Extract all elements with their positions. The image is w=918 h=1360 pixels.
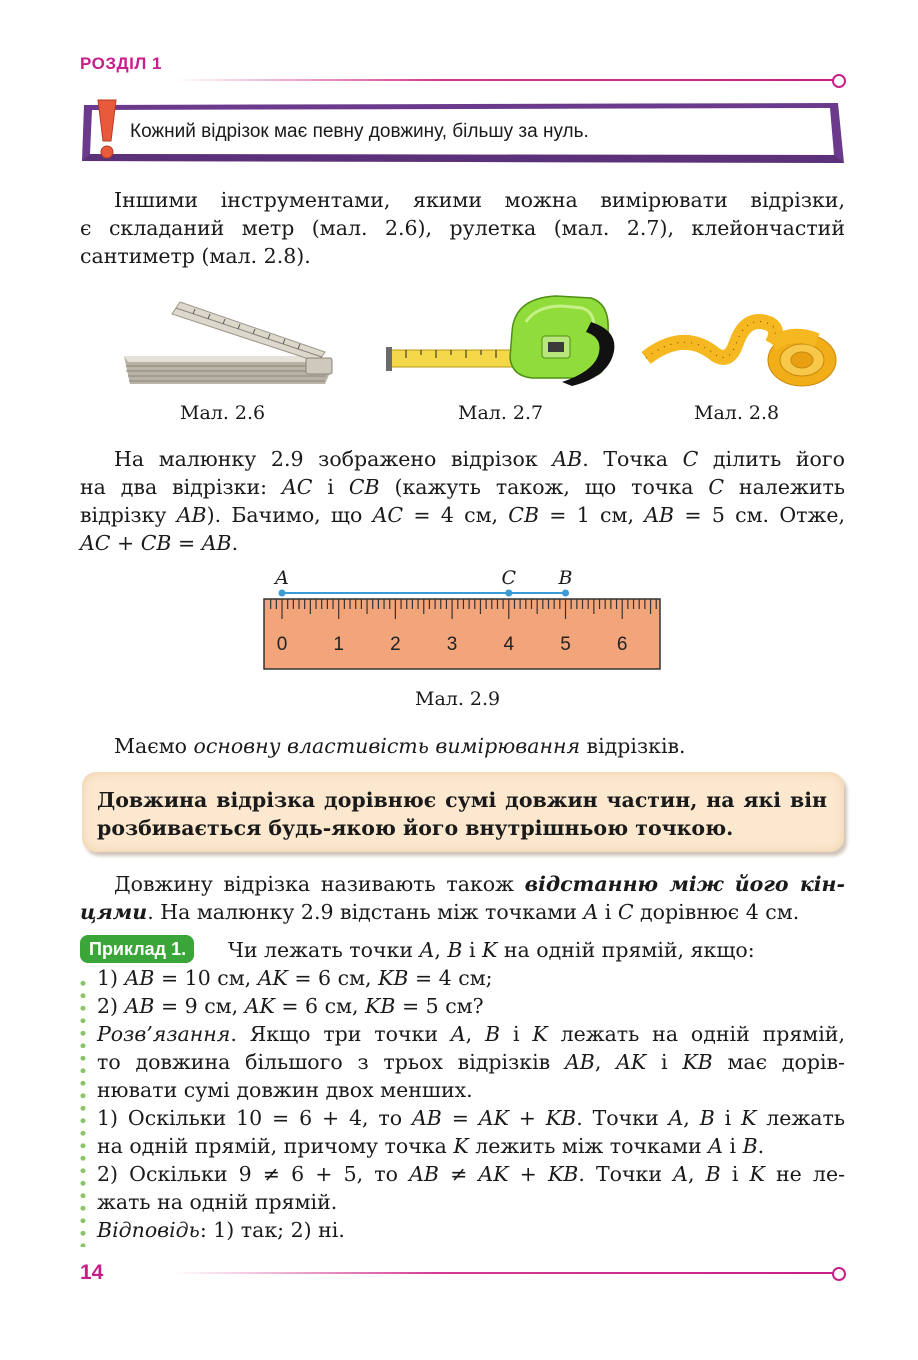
ruler-number: 2 <box>390 634 401 655</box>
ruler-body <box>264 599 660 669</box>
solution-line: нювати сумі довжин двох менших. <box>97 1078 473 1102</box>
paragraph-main-property <box>80 732 845 760</box>
note-text: Кожний відрізок має певну довжину, більшу за нуль. <box>130 121 589 142</box>
answer-line: Відповідь: 1) так; 2) ні. <box>97 1218 345 1242</box>
page-number: 14 <box>80 1261 104 1284</box>
example-dotted-rule <box>80 977 86 1247</box>
point-b-dot <box>562 590 569 597</box>
point-a-dot <box>279 590 286 597</box>
solution-line: то довжина більшого з трьох відрізків AB, AK і KB має дорів- <box>97 1050 845 1074</box>
text-line: відрізку AB). Бачимо, що AC = 4 см, CB = 1 см, AB = 5 см. Отже, <box>80 503 845 527</box>
text-line: є складаний метр (мал. 2.6), рулетка (мал. 2.7), клейончастий <box>80 216 845 240</box>
header-rule-end-circle <box>832 74 846 88</box>
example-body <box>97 964 845 1244</box>
footer-rule-end-circle <box>832 1267 846 1281</box>
exclamation-icon <box>94 97 122 161</box>
ruler-figure <box>250 562 670 674</box>
ruler-number: 5 <box>560 634 571 655</box>
solution-line: 2) Оскільки 9 ≠ 6 + 5, то AB ≠ AK + KB. Точки A, B і K не ле- <box>97 1162 846 1186</box>
text-line: Маємо основну властивість вимірювання відрізків. <box>114 734 686 758</box>
caption-fig-2-8: Мал. 2.8 <box>694 402 780 424</box>
tape-measure-image <box>386 292 636 392</box>
point-c-dot <box>505 590 512 597</box>
ruler-number: 0 <box>276 634 288 655</box>
soft-tape-image <box>642 300 842 392</box>
text-line: розбивається будь-якою його внутрішньою точкою. <box>97 816 734 840</box>
caption-fig-2-7: Мал. 2.7 <box>458 402 544 424</box>
case-2: 2) AB = 9 см, AK = 6 см, KB = 5 см? <box>97 994 484 1018</box>
solution-line: на одній прямій, причому точка K лежить між точками A і B. <box>97 1134 765 1158</box>
footer-rule <box>175 1272 835 1274</box>
rule-text <box>97 786 827 842</box>
ruler-number: 1 <box>333 634 344 655</box>
paragraph-instruments <box>80 186 845 270</box>
point-c-label: C <box>501 567 517 589</box>
ruler-number: 4 <box>503 634 515 655</box>
ruler-number: 3 <box>446 634 458 655</box>
case-1: 1) AB = 10 см, AK = 6 см, KB = 4 см; <box>97 966 493 990</box>
section-label: РОЗДІЛ 1 <box>80 54 162 73</box>
solution-line: Розв’язання. Якщо три точки A, B і K лежать на одній прямій, <box>97 1022 845 1046</box>
paragraph-distance <box>80 870 845 926</box>
text-line: AC + CB = AB. <box>80 531 239 555</box>
text-line: на два відрізки: AC і CB (кажуть також, що точка C належить <box>80 475 845 499</box>
text-line: На малюнку 2.9 зображено відрізок AB. Точка C ділить його <box>114 447 845 471</box>
example-badge: Приклад 1. <box>80 935 194 963</box>
text-line: цями. На малюнку 2.9 відстань між точками A і C дорівнює 4 см. <box>80 900 800 924</box>
caption-fig-2-6: Мал. 2.6 <box>180 402 266 424</box>
paragraph-segment-ab <box>80 445 845 557</box>
solution-line: 1) Оскільки 10 = 6 + 4, то AB = AK + KB. Точки A, B і K лежать <box>97 1106 845 1130</box>
text-line: Іншими інструментами, якими можна вимірювати відрізки, <box>114 188 845 212</box>
header-rule <box>175 79 835 81</box>
text-line: Довжину відрізка називають також відстанню між його кін- <box>114 872 845 896</box>
caption-fig-2-9: Мал. 2.9 <box>415 688 501 710</box>
example-question: Чи лежать точки A, B і K на одній прямій, якщо: <box>228 938 755 962</box>
text-line: Довжина відрізка дорівнює сумі довжин частин, на які він <box>97 788 827 812</box>
point-b-label: B <box>558 567 573 589</box>
solution-line: жать на одній прямій. <box>97 1190 338 1214</box>
text-line: сантиметр (мал. 2.8). <box>80 244 311 268</box>
point-a-label: A <box>275 567 289 589</box>
folding-ruler-image <box>120 296 335 392</box>
ruler-number: 6 <box>616 634 628 655</box>
